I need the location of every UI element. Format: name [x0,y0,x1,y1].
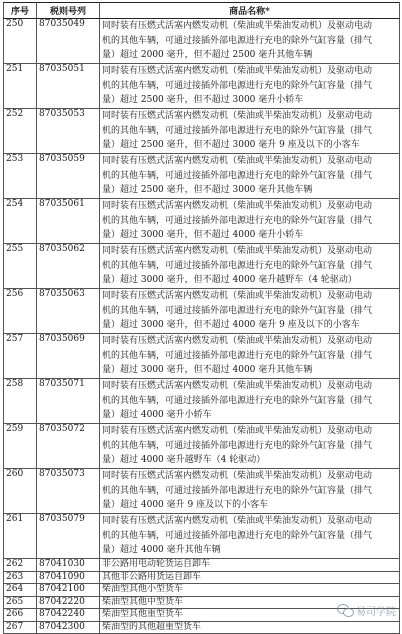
row-description [100,379,400,424]
row-seq: 254 [4,199,37,244]
row-seq: 261 [4,514,37,559]
row-seq: 258 [4,379,37,424]
row-description [100,514,400,559]
row-description [100,469,400,514]
description-line: 量）超过 4000 毫升小轿车 [102,410,212,421]
table-row [4,109,400,154]
description-line: 柴油型其他中型货车 [102,596,184,607]
description-line: 量）超过 2500 毫升，但不超过 3000 毫升小轿车 [102,95,304,106]
description-line: 机的其他车辆，可通过接插外部电源进行充电的除外气缸容量（排气 [102,260,373,271]
row-description [100,621,400,634]
row-seq: 265 [4,596,37,609]
row-tariff-code: 87035051 [37,64,100,109]
row-description [100,584,400,597]
row-description [100,109,400,154]
row-description [100,199,400,244]
description-line: 同时装有压燃式活塞内燃发动机（柴油或半柴油发动机）及驱动电动 [102,516,373,526]
row-tariff-code: 87035053 [37,109,100,154]
row-seq: 250 [4,19,37,64]
row-seq: 260 [4,469,37,514]
description-line: 机的其他车辆，可通过接插外部电源进行充电的除外气缸容量（排气 [102,485,373,496]
description-line: 机的其他车辆，可通过接插外部电源进行充电的除外气缸容量（排气 [102,125,373,136]
row-seq: 263 [4,571,37,584]
row-tariff-code: 87035071 [37,379,100,424]
row-description [100,571,400,584]
description-line: 机的其他车辆，可通过接插外部电源进行充电的除外气缸容量（排气 [102,35,373,46]
table-row [4,571,400,584]
description-line: 量）超过 3000 毫升，但不超过 4000 毫升其他车辆 [102,365,313,376]
description-line: 机的其他车辆，可通过接插外部电源进行充电的除外气缸容量（排气 [102,170,373,181]
watermark-text: 易司学院 [356,607,396,618]
description-line: 柴油型其他重型货车 [102,609,184,619]
row-tariff-code: 87041090 [37,571,100,584]
table-row [4,289,400,334]
row-seq: 252 [4,109,37,154]
description-line: 量）超过 2000 毫升，但不超过 2500 毫升其他车辆 [102,50,313,61]
description-line: 同时装有压燃式活塞内燃发动机（柴油或半柴油发动机）及驱动电动 [102,111,373,121]
watermark [337,603,396,618]
row-description [100,64,400,109]
row-tariff-code: 87035061 [37,199,100,244]
row-tariff-code: 87035072 [37,424,100,469]
description-line: 机的其他车辆，可通过接插外部电源进行充电的除外气缸容量（排气 [102,305,373,316]
row-seq: 259 [4,424,37,469]
row-tariff-code: 87042220 [37,596,100,609]
row-description [100,154,400,199]
row-tariff-code: 87035073 [37,469,100,514]
row-seq: 256 [4,289,37,334]
chat-bubbles-icon [337,604,353,617]
description-line: 同时装有压燃式活塞内燃发动机（柴油或半柴油发动机）及驱动电动 [102,426,373,436]
table-row [4,379,400,424]
description-line: 柴油型的其他超重型货车 [102,621,202,632]
description-line: 同时装有压燃式活塞内燃发动机（柴油或半柴油发动机）及驱动电动 [102,21,373,31]
row-seq: 255 [4,244,37,289]
table-row [4,514,400,559]
row-tariff-code: 87042100 [37,584,100,597]
description-line: 同时装有压燃式活塞内燃发动机（柴油或半柴油发动机）及驱动电动 [102,291,373,301]
description-line: 柴油型其他小型货车 [102,584,184,594]
row-tariff-code: 87041030 [37,559,100,572]
header-name: 商品名称* [100,3,400,19]
description-line: 机的其他车辆，可通过接插外部电源进行充电的除外气缸容量（排气 [102,530,373,541]
row-description [100,289,400,334]
description-line: 其他非公路用货运自卸车 [102,571,202,582]
table-row [4,334,400,379]
row-seq: 266 [4,609,37,622]
description-line: 量）超过 2500 毫升，但不超过 3000 毫升其他车辆 [102,185,313,196]
row-seq: 251 [4,64,37,109]
row-description [100,244,400,289]
table-row [4,154,400,199]
description-line: 同时装有压燃式活塞内燃发动机（柴油或半柴油发动机）及驱动电动 [102,381,373,391]
row-description [100,19,400,64]
table-row [4,244,400,289]
description-line: 机的其他车辆，可通过接插外部电源进行充电的除外气缸容量（排气 [102,440,373,451]
row-description [100,424,400,469]
row-seq: 262 [4,559,37,572]
description-line: 同时装有压燃式活塞内燃发动机（柴油或半柴油发动机）及驱动电动 [102,156,373,166]
table-row [4,469,400,514]
description-line: 量）超过 3000 毫升，但不超过 4000 毫升越野车（4 轮驱动） [102,275,357,286]
row-tariff-code: 87035062 [37,244,100,289]
description-line: 机的其他车辆，可通过接插外部电源进行充电的除外气缸容量（排气 [102,80,373,91]
description-line: 量）超过 3000 毫升，但不超过 4000 毫升小轿车 [102,230,304,241]
row-tariff-code: 87035059 [37,154,100,199]
description-line: 同时装有压燃式活塞内燃发动机（柴油或半柴油发动机）及驱动电动 [102,336,373,346]
row-description [100,559,400,572]
description-line: 同时装有压燃式活塞内燃发动机（柴油或半柴油发动机）及驱动电动 [102,246,373,256]
description-line: 同时装有压燃式活塞内燃发动机（柴油或半柴油发动机）及驱动电动 [102,471,373,481]
table-row [4,559,400,572]
row-tariff-code: 87042240 [37,609,100,622]
row-description [100,334,400,379]
description-line: 非公路用电动轮货运自卸车 [102,559,211,569]
header-row [4,3,400,19]
header-code: 税则号列 [37,3,100,19]
description-line: 量）超过 3000 毫升，但不超过 4000 毫升 9 座及以下的小客车 [102,320,360,331]
description-line: 量）超过 2500 毫升，但不超过 3000 毫升 9 座及以下的小客车 [102,140,360,151]
row-seq: 257 [4,334,37,379]
description-line: 量）超过 4000 毫升其他车辆 [102,545,221,556]
row-tariff-code: 87035049 [37,19,100,64]
table-row [4,199,400,244]
table-row [4,621,400,634]
table-row [4,424,400,469]
row-seq: 253 [4,154,37,199]
table-row [4,584,400,597]
description-line: 机的其他车辆，可通过接插外部电源进行充电的除外气缸容量（排气 [102,215,373,226]
description-line: 机的其他车辆，可通过接插外部电源进行充电的除外气缸容量（排气 [102,395,373,406]
table-row [4,64,400,109]
row-tariff-code: 87035063 [37,289,100,334]
description-line: 同时装有压燃式活塞内燃发动机（柴油或半柴油发动机）及驱动电动 [102,66,373,76]
description-line: 同时装有压燃式活塞内燃发动机（柴油或半柴油发动机）及驱动电动 [102,201,373,211]
tariff-table [3,2,400,634]
table-row [4,19,400,64]
description-line: 量）超过 4000 毫升 9 座及以下的小客车 [102,500,269,511]
row-tariff-code: 87035079 [37,514,100,559]
row-tariff-code: 87042300 [37,621,100,634]
table-body [4,19,400,634]
row-seq: 267 [4,621,37,634]
row-seq: 264 [4,584,37,597]
description-line: 量）超过 4000 毫升越野车（4 轮驱动） [102,455,266,466]
header-seq: 序号 [4,3,37,19]
description-line: 机的其他车辆，可通过接插外部电源进行充电的除外气缸容量（排气 [102,350,373,361]
row-tariff-code: 87035069 [37,334,100,379]
